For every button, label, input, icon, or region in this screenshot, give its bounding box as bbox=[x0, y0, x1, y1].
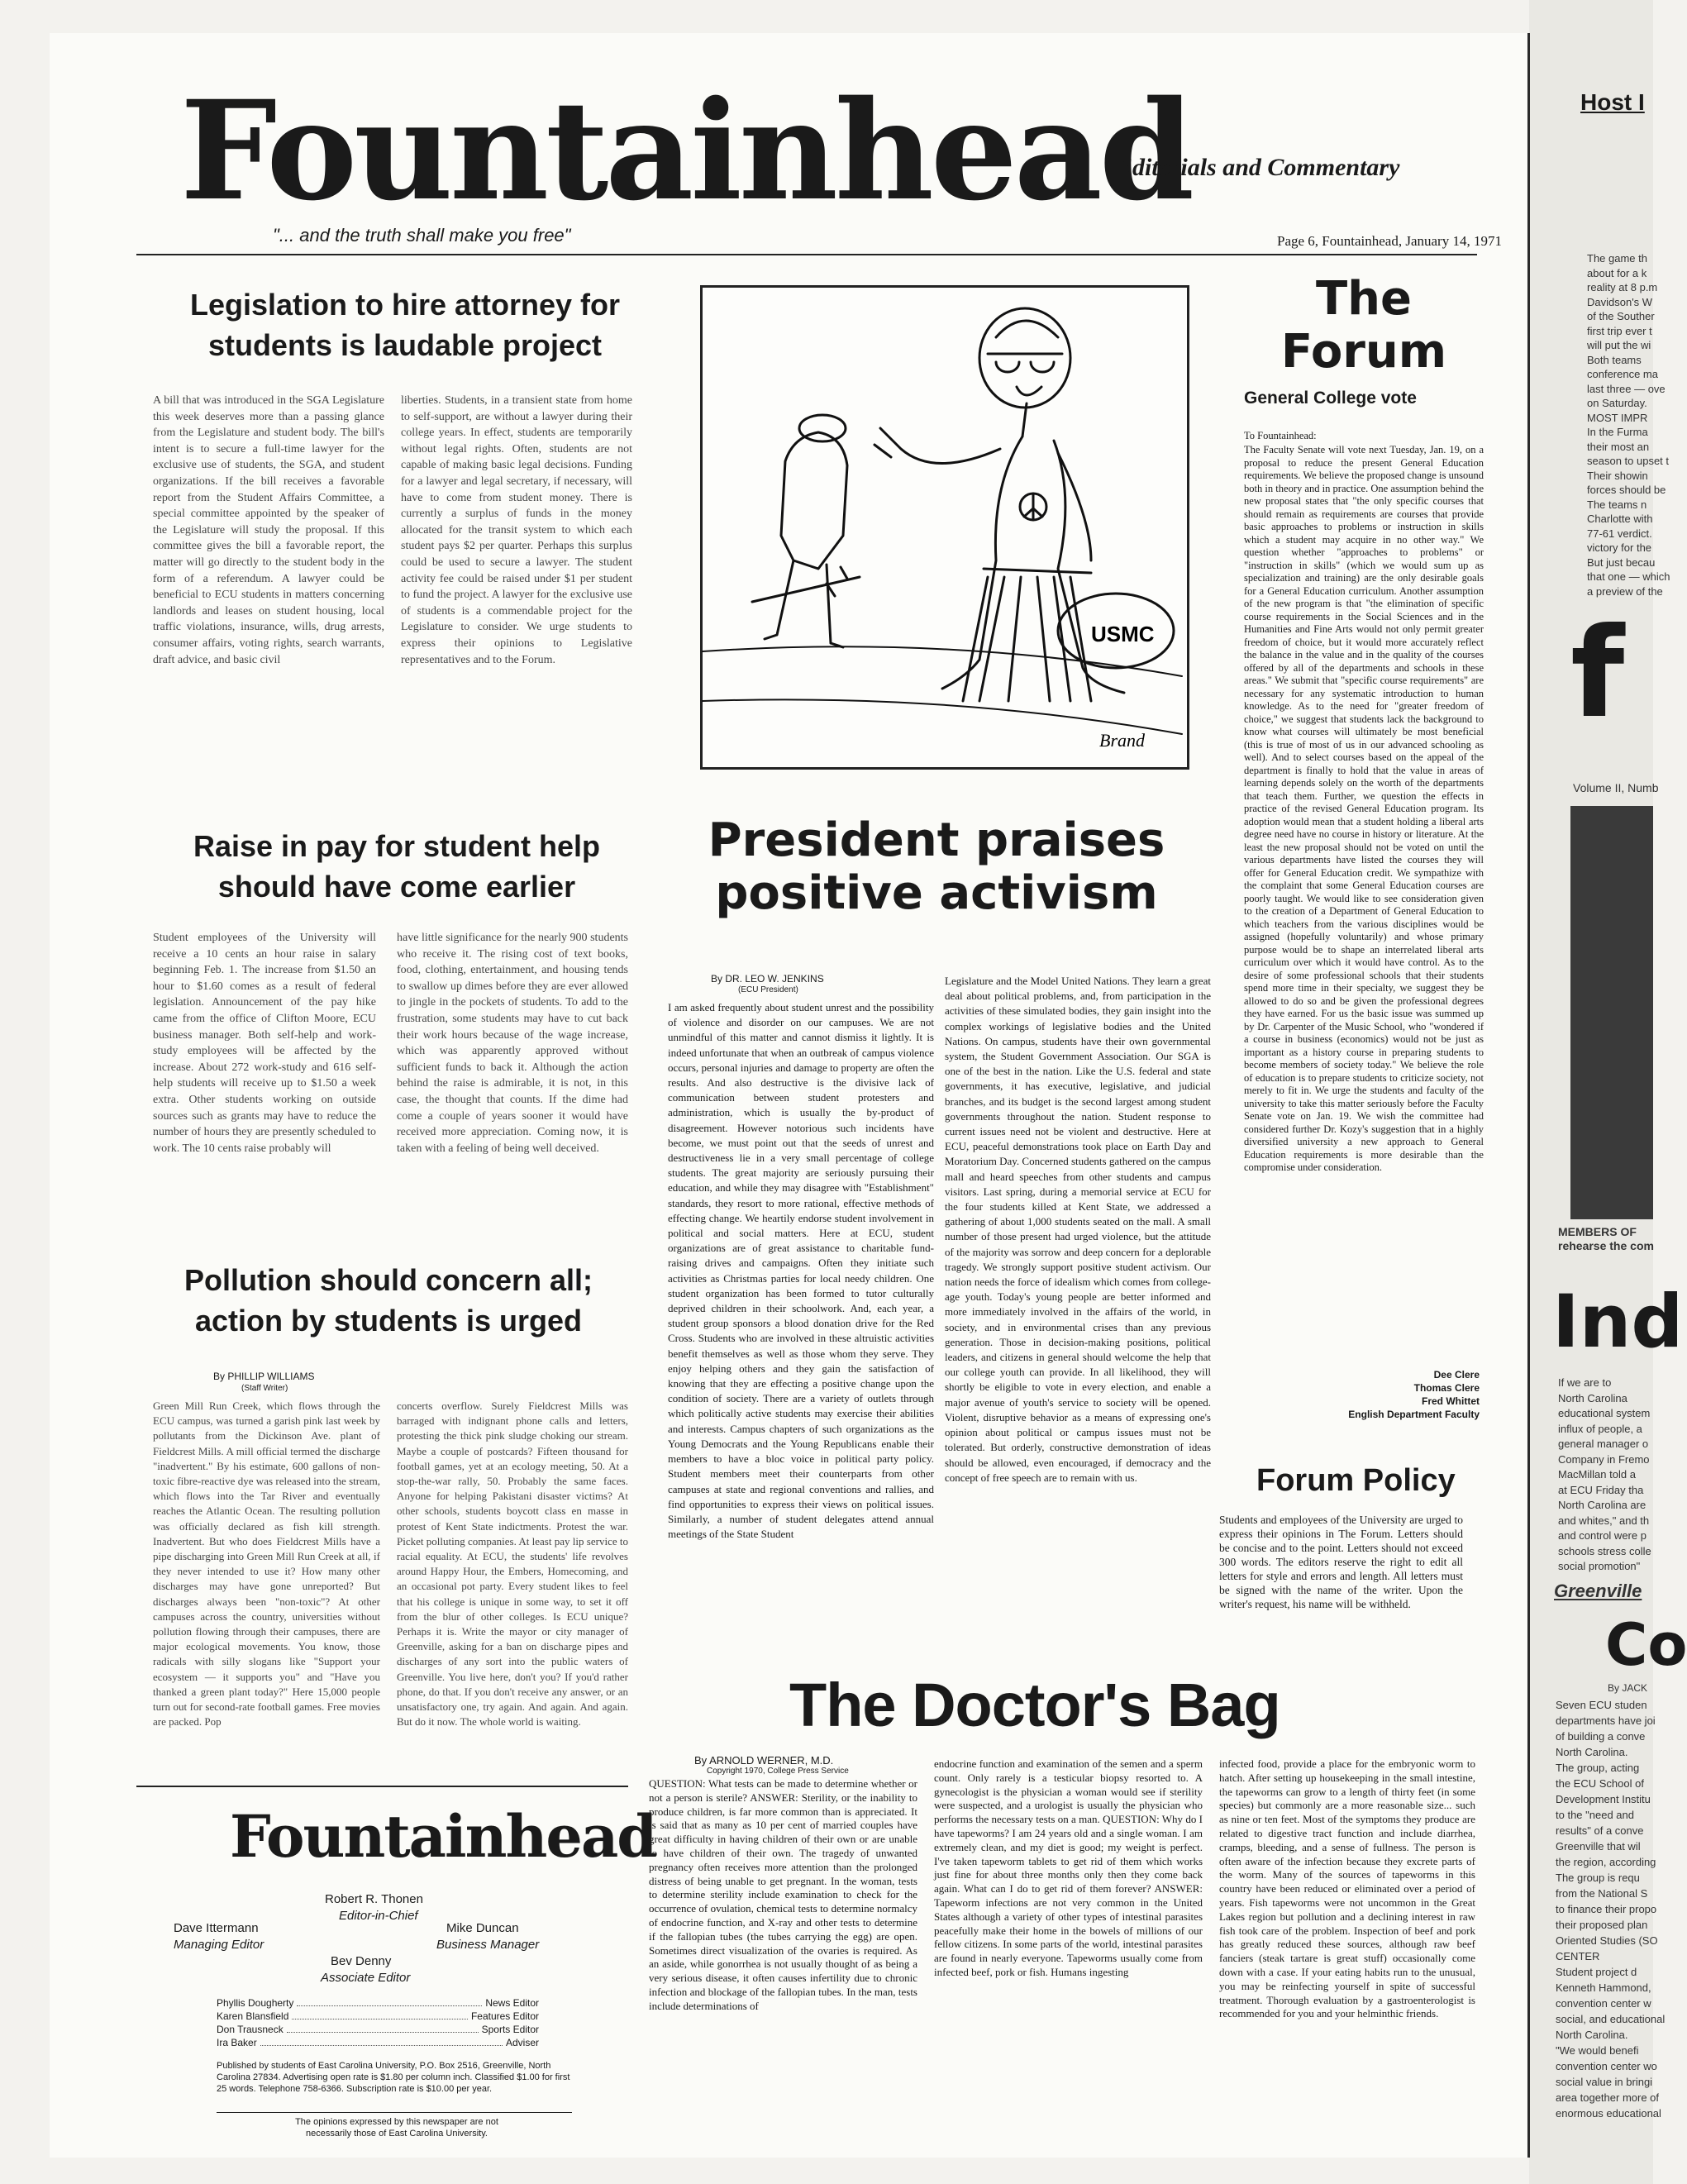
next-page-line: The group, acting bbox=[1556, 1762, 1640, 1774]
next-page-line: results" of a conve bbox=[1556, 1824, 1644, 1837]
editor-row-role: Sports Editor bbox=[481, 2024, 539, 2035]
next-page-caption: rehearse the com bbox=[1558, 1239, 1654, 1252]
next-page-line: reality at 8 p.m bbox=[1587, 281, 1658, 293]
masthead-rule bbox=[136, 254, 1477, 255]
next-page-line: North Carolina bbox=[1558, 1391, 1627, 1404]
signer: Thomas Clere bbox=[1413, 1382, 1480, 1394]
president-col2: Legislature and the Model United Nations. They learn a great deal about political problems, and, from participation in the activities of these simulated bodies, they gain insight into the complex workings of legislative bodies and the United Nations. On campus, students have their own governmental system, the Student Government Association. Our SGA is one of the best in the nation. Like the U.S. federal and state governments, it has executive, legislative, and judicial branches, and its budget is the second largest among student governments throughout the nation. Student response to current issues need not be violent and destructive. Here at ECU, peaceful demonstrations took place on Earth Day and Moratorium Day. Concerned students gathered on the campus mall and heard speeches from other students and campus visitors. Last spring, during a memorial service at ECU for the four students killed at Kent State, we addressed a gathering of about 1,000 students seated on the mall. A small number of those present had urged violence, but the attitude of the majority was sorrow and deep concern for a deplorable tragedy. We strongly support positive student activism. Our nation needs the force of idealism which comes from college-age youth. Today's young people are better informed and more immediately involved in the affairs of the world, in society, and in environmental crises than any previous generation. Those in decision-making positions, political leaders, and citizens in general should welcome the help that our college youth can provide. In all likelihood, they will shortly be eligible to vote in every election, and enable a major avenue of youth's service to society will be opened. Violent, disruptive behavior as a means of expressing one's opinion about political or campus issues must not be tolerated. But orderly, constructive demonstration of ideas should be allowed, even encouraged, if democracy and the concept of free speech are to remain with us. bbox=[945, 975, 1211, 1484]
publisher-info: Published by students of East Carolina University, P.O. Box 2516, Greenville, North Carolina 27834. Advertising open rate is $1.80 per column inch. Classified $1.00 for first 25 words. Telephone 758-6366. Subscription rate is $10.00 per year. bbox=[217, 2061, 570, 2094]
next-page-line: Davidson's W bbox=[1587, 295, 1653, 308]
managing-name: Dave Ittermann bbox=[174, 1921, 259, 1935]
next-page-line: victory for the bbox=[1587, 541, 1652, 554]
cartoon-signature: Brand bbox=[1099, 730, 1145, 751]
doctor-copyright: Copyright 1970, College Press Service bbox=[707, 1767, 849, 1776]
next-page-line: social, and educational bbox=[1556, 2013, 1666, 2025]
next-page-line: The teams n bbox=[1587, 498, 1647, 511]
next-page-header: Host I bbox=[1580, 89, 1645, 115]
next-page-line: and whites," and th bbox=[1558, 1514, 1650, 1527]
forum-salutation: To Fountainhead: bbox=[1244, 430, 1317, 441]
next-page-photo bbox=[1570, 806, 1653, 1219]
next-page-line: forces should be bbox=[1587, 484, 1666, 496]
president-byline: By DR. LEO W. JENKINS bbox=[711, 973, 824, 985]
masthead-title: Fountainhead bbox=[180, 70, 1192, 231]
next-page-line: Seven ECU studen bbox=[1556, 1699, 1647, 1711]
doctor-byline: By ARNOLD WERNER, M.D. bbox=[694, 1754, 834, 1767]
next-page-line: of building a conve bbox=[1556, 1730, 1646, 1743]
next-page-headline: Ind bbox=[1552, 1279, 1684, 1364]
legislation-headline: Legislation to hire attorney for students is laudable project bbox=[189, 288, 621, 362]
president-headline: President praises positive activism bbox=[708, 813, 1165, 921]
bag-label: USMC bbox=[1091, 622, 1155, 646]
next-page-line: conference ma bbox=[1587, 368, 1658, 380]
cartoon-drawing bbox=[703, 288, 1182, 762]
staff-masthead: Fountainhead bbox=[230, 1802, 656, 1871]
disclaimer-rule bbox=[217, 2112, 572, 2113]
editor-row-role: News Editor bbox=[485, 1997, 539, 2009]
next-page-line: social value in bringi bbox=[1556, 2076, 1653, 2088]
next-page-line: convention center wo bbox=[1556, 2060, 1657, 2072]
doctor-col2: endocrine function and examination of the semen and a sperm count. Only rarely is a testicular biopsy resorted to. A gynecologist is the physician a woman would see if sterility were suspected, and a urologist is usually the physician who performs the necessary tests on a man. QUESTION: Why do I have tapeworms? I am 24 years old and a single woman. I am extremely clean, and my diet is good; my weight is perfect. I've taken tapeworm tablets to get rid of them which works just fine for about three months only then they come back again. What can I do to get rid of them forever? ANSWER: Tapeworm infections are not very common in the United States although a variety of other types of intestinal parasites peacefully make their home in the bowels of millions of our fellow citizens. In some parts of the world, intestinal parasites are found in nearly everyone. Tapeworms usually come from infected beef, pork or fish. Humans ingesting bbox=[934, 1757, 1203, 1978]
next-page-headline-2: Co bbox=[1605, 1611, 1687, 1679]
next-page-line: that one — which bbox=[1587, 570, 1670, 583]
pollution-byline: By PHILLIP WILLIAMS bbox=[213, 1371, 315, 1382]
forum-policy-text: Students and employees of the University are urged to express their opinions in The Forum. Letters should be concise and to the point. Letters should not exceed 300 words. The editors reserve the right to edit all letters for style and errors and length. All letters must be signed with the name of the writer. Upon the writer's request, his name will be withheld. bbox=[1219, 1514, 1463, 1610]
pollution-headline: Pollution should concern all; action by students is urged bbox=[183, 1263, 593, 1338]
disclaimer: The opinions expressed by this newspaper are not necessarily those of East Carolina University. bbox=[295, 2117, 498, 2139]
forum-signers bbox=[1273, 1368, 1480, 1421]
president-col1: I am asked frequently about student unrest and the possibility of violence and disorder on our campuses. We are not unmindful of this matter and cannot dismiss it lightly. It is indeed unfortunate that when an outbreak of campus violence occurs, personal injuries and damage to property are often the results. And also destructive is the divisive lack of communication between student protesters and administration, which is usually the by-product of disagreement. However notorious such incidents have become, we must point out that the seeds of unrest and destructiveness lie in a very small percentage of college students. The great majority are seriously pursuing their education, and while they may disagree with "Establishment" standards, they resort to more rational, effective methods of effecting change. We heartily endorse student involvement in political and social matters. Here at ECU, student organizations are of great assistance to charitable fund-raising drives and campaigns. Often they initiate such activities as Christmas parties for local needy children. One student organization has been formed to tutor culturally deprived children in their schoolwork. And, each year, a student group sponsors a blood donation drive for the Red Cross. Students who are involved in these altruistic activities benefit themselves as well as those whom they serve. They enjoy helping others and they gain the satisfaction of knowing that they are effecting a positive change upon the condition of society. There are a variety of outlets through which politically active students may exercise their abilities and interests. Campus chapters of such organizations as the Young Democrats and the Young Republicans enable their members to have a bloc voice in political party policy. Student members meet their counterparts from other campuses at state and regional conventions and rallies, and find opportunities to express their views on political issues. Similarly, a number of student delegates attend annual meetings of the State Student bbox=[668, 1001, 934, 1541]
editors-row bbox=[217, 1996, 539, 2010]
next-page-line: Company in Fremo bbox=[1558, 1452, 1650, 1466]
editor-row-role: Adviser bbox=[505, 2037, 539, 2048]
editors-list bbox=[217, 1996, 539, 2049]
next-page-byline: By JACK bbox=[1608, 1682, 1648, 1694]
signer: English Department Faculty bbox=[1348, 1409, 1480, 1420]
pollution-col1: Green Mill Run Creek, which flows through the ECU campus, was turned a garish pink last week by pollutants from the Dickinson Ave. plant of Fieldcrest Mills. A mill official termed the discharge "inadvertent." By his estimate, 600 gallons of non-toxic fibre-reactive dye was released into the stream, which flows into the Tar River and eventually reaches the Atlantic Ocean. The resulting pollution was officially declared as fish kill strength. Inadvertent. But who does Fieldcrest Mills have a pipe discharging into Green Mill Run Creek at all, if they never intended to use it? How many other discharges may have gone unreported? But discharges always been "non-toxic"? At other campuses across the country, universities without pollution flowing through their campuses, there are major ecological movements. You know, those radicals with silly slogans like "Support your ecosystem — it supports you" and "Have you thanked a green plant today?" Here 15,000 people turn out for second-rate football games. Free movies are packed. Pop bbox=[153, 1400, 380, 1729]
next-page-line: to finance their propo bbox=[1556, 1903, 1657, 1915]
next-page-line: Oriented Studies (SO bbox=[1556, 1934, 1658, 1947]
next-page-caption: MEMBERS OF bbox=[1558, 1225, 1637, 1238]
next-page-line: If we are to bbox=[1558, 1376, 1612, 1389]
next-page-line: 77-61 verdict. bbox=[1587, 527, 1652, 540]
next-page-line: Student project d bbox=[1556, 1966, 1637, 1978]
legislation-col2: liberties. Students, in a transient state from home to self-support, are without a lawyer during their college years. In effect, students are temporarily without legal rights. Often, students are not capable of making basic legal decisions. Funding for a lawyer and legal secretary, if necessary, will have to come from student money. There is currently a surplus of funds in the money allocated for the transit system to which each student pays $2 per quarter. Perhaps this surplus could be used to secure a lawyer. The student activity fee could be raised under $1 per student to fund the project. A lawyer for the exclusive use of students is a commendable project for the Legislature to consider. We urge students to express their opinions to Legislative representatives and to the Forum. bbox=[401, 394, 632, 666]
next-page-line: CENTER bbox=[1556, 1950, 1600, 1962]
editors-row bbox=[217, 2010, 539, 2023]
next-page-line: enormous educational bbox=[1556, 2107, 1661, 2120]
doctor-col3: infected food, provide a place for the embryonic worm to hatch. After setting up housekeeping in the small intestine, the tapeworms can grow to a length of thirty feet (in some species) but commonly are a more reasonable size... such as nine or ten feet. Most of the symptoms they produce are related to digestive tract function and include diarrhea, cramps, bleeding, and a sense of fullness. The person is often aware of the infection because they excrete parts of the worm. Many of the sources of tapeworms in this country have been reduced or eliminated over a period of years. Fish tapeworms were not uncommon in the Great Lakes region but pollution and a declining interest in raw fish took care of the problem. Inspection of beef and pork has greatly reduced these sources, although raw beef fanciers (steak tartare is great stuff) occasionally come down with a case. If your eating habits run to the unusual, you may be reinfecting yourself in spite of successful treatment. Thorough evaluation by a gastroenterologist is recommended for you and your helminthic friends. bbox=[1219, 1757, 1475, 2020]
next-page-line: influx of people, a bbox=[1558, 1422, 1642, 1435]
raise-col2: have little significance for the nearly 900 students who receive it. The rising cost of text books, food, clothing, entertainment, and housing tends to swallow up dimes before they are ever allowed to jingle in the pockets of students. To add to the frustration, some students may have to cut back their work hours because of the wage increase, which was apparently approved without sufficient funds to back it. Although the action behind the raise is admirable, it is not, in this case, the thought that counts. If the dime had come a couple of years sooner it would have received more appreciation. Coming now, it is taken with a feeling of being well deceived. bbox=[397, 932, 628, 1155]
next-page-subhead: Greenville bbox=[1554, 1581, 1642, 1601]
staff-rule bbox=[136, 1786, 628, 1787]
next-page-line: area together more of bbox=[1556, 2091, 1660, 2104]
editors-row bbox=[217, 2023, 539, 2036]
next-page-line: their proposed plan bbox=[1556, 1919, 1648, 1931]
next-page-line: Charlotte with bbox=[1587, 513, 1653, 525]
next-page-line: a preview of the bbox=[1587, 584, 1663, 598]
editor-role: Editor-in-Chief bbox=[339, 1909, 418, 1923]
legislation-col1: A bill that was introduced in the SGA Legislature this week deserves more than a passing glance from the Legislature and student body. The bill's intent is to secure a full-time lawyer for the exclusive use of students, the SGA, and student organizations. If the bill receives a favorable report from the Student Affairs Committee, a special committee appointed by the speaker of the Legislature will study the proposal. If this committee gives the bill a favorable report, the matter will go directly to the student body in the form of a referendum. A lawyer could be beneficial to ECU students in matters concerning landlords and leases on student housing, local traffic violations, insurance, wills, drug arrests, consumer affairs, voting rights, search warrants, draft advice, and basic civil bbox=[153, 394, 384, 666]
business-role: Business Manager bbox=[436, 1938, 540, 1952]
signer: Dee Clere bbox=[1433, 1369, 1480, 1380]
raise-col1: Student employees of the University will receive a 10 cents an hour raise in salary beginning Feb. 1. The increase from $1.50 an hour to $1.60 comes as a result of federal legislation. Announcement of the pay hike came from the office of Clifton Moore, ECU business manager. Both self-help and work-study employees will be affected by the increase. About 272 work-study and 616 self-help students will receive up to $1.50 a week extra. Other students working on outside sources such as grants may have to reduce the number of hours they are presently scheduled to work. The 10 cents raise probably will bbox=[153, 932, 376, 1155]
next-page-line: departments have joi bbox=[1556, 1714, 1656, 1727]
next-page-line: "We would benefi bbox=[1556, 2044, 1639, 2057]
next-page-line: the region, according bbox=[1556, 1856, 1656, 1868]
doctor-col1: QUESTION: What tests can be made to determine whether or not a person is sterile? ANSWER: Sterility, or the inability to produce children, is far more common than is appreciated. It is said that as many as 10 per cent of married couples have great difficulty in having children of their own or are unable to have children of their own. The tragedy of unwanted pregnancy often receives more attention than the prolonged distress of being unable to get pregnant. In the woman, tests to determine sterility include examination to check for the occurrence of ovulation, chemical tests to determine normalcy of endocrine function, and X-ray and other tests to determine if the fallopian tubes (the tubes carrying the egg) are open. Sometimes direct visualization of the ovaries is required. As an aside, while gonorrhea is not usually thought of as being a very serious disease, it often causes infertility due to chronic infection and blockage of the fallopian tubes. In the man, tests include determinations of bbox=[649, 1777, 917, 2012]
editor-row-role: Features Editor bbox=[470, 2010, 539, 2022]
next-page-line: educational system bbox=[1558, 1407, 1651, 1419]
next-page-line: MacMillan told a bbox=[1558, 1468, 1636, 1481]
next-page-line: Kenneth Hammond, bbox=[1556, 1981, 1651, 1994]
next-page-line: of the Souther bbox=[1587, 310, 1655, 322]
next-page-line: the ECU School of bbox=[1556, 1777, 1644, 1790]
next-page-line: last three — ove bbox=[1587, 382, 1666, 395]
next-page-line: Development Institu bbox=[1556, 1793, 1651, 1805]
next-page-line: about for a k bbox=[1587, 266, 1647, 279]
pollution-byline-role: (Staff Writer) bbox=[241, 1384, 288, 1393]
next-page-line: from the National S bbox=[1556, 1887, 1648, 1900]
next-page-line: North Carolina are bbox=[1558, 1499, 1646, 1511]
next-page-line: first trip ever t bbox=[1587, 324, 1652, 337]
next-page-masthead: f bbox=[1570, 602, 1625, 746]
editor-row-name: Karen Blansfield bbox=[217, 2010, 289, 2022]
soldier-figure bbox=[781, 432, 847, 569]
associate-name: Bev Denny bbox=[331, 1954, 392, 1968]
pollution-col2: concerts overflow. Surely Fieldcrest Mills was barraged with indignant phone calls and letters, protesting the thick pink sludge choking our stream. Maybe a couple of postcards? Fifteen thousand for football games, yet at an ecology meeting, 50. At a stop-the-war rally, 50. Probably the same faces. Anyone for helping Pakistani disaster victims? At other schools, students boycott class en masse in protest of Kent State indictments. Protest the war. Picket polluting companies. At least pay lip service to racial equality. At ECU, the students' life revolves around Happy Hour, the Embers, Homecoming, and an occasional pot party. Every student likes to feel that his college is unique in some way, to set it off from the blur of other colleges. Is ECU unique? Perhaps it is. Write the mayor or city manager of Greenville, asking for a ban on discharge pipes and discharges of any sort into the public waters of Greenville. You live here, don't you? If you'd rather phone, do that. If you don't receive any answer, or an unsatisfactory one, try again. And again. And again. But do it now. The whole world is waiting. bbox=[397, 1400, 628, 1729]
masthead-motto: "... and the truth shall make you free" bbox=[273, 225, 571, 246]
forum-policy-title: Forum Policy bbox=[1256, 1463, 1456, 1498]
next-page-line: to the "need and bbox=[1556, 1809, 1634, 1821]
editor-row-name: Phyllis Dougherty bbox=[217, 1997, 294, 2009]
forum-headline: The Forum bbox=[1280, 272, 1447, 379]
next-page-line: North Carolina. bbox=[1556, 2029, 1628, 2041]
editorial-cartoon bbox=[700, 285, 1189, 770]
next-page-line: schools stress colle bbox=[1558, 1544, 1651, 1557]
next-page-line: The group is requ bbox=[1556, 1872, 1640, 1884]
next-page-line: general manager o bbox=[1558, 1438, 1649, 1450]
editor-row-name: Ira Baker bbox=[217, 2037, 257, 2048]
next-page-line: on Saturday. bbox=[1587, 397, 1647, 409]
next-page-line: But just becau bbox=[1587, 556, 1656, 569]
forum-subhead: General College vote bbox=[1244, 389, 1417, 408]
next-page-line: their most an bbox=[1587, 440, 1650, 453]
next-page-line: at ECU Friday tha bbox=[1558, 1483, 1644, 1496]
next-page-volume: Volume II, Numb bbox=[1573, 781, 1659, 794]
business-name: Mike Duncan bbox=[446, 1921, 519, 1935]
next-page-line: and control were p bbox=[1558, 1529, 1646, 1542]
next-page-line: Both teams bbox=[1587, 353, 1642, 366]
next-page-line: Greenville that wil bbox=[1556, 1840, 1641, 1853]
next-page-line: The game th bbox=[1587, 252, 1647, 265]
next-page-line: North Carolina. bbox=[1556, 1746, 1628, 1758]
next-page-line: Their showin bbox=[1587, 469, 1648, 482]
next-page-line: will put the wi bbox=[1587, 339, 1651, 351]
managing-role: Managing Editor bbox=[174, 1938, 264, 1952]
next-page-line: social promotion" bbox=[1558, 1560, 1641, 1572]
signer: Fred Whittet bbox=[1422, 1395, 1480, 1407]
raise-headline: Raise in pay for student help should have come earlier bbox=[193, 829, 601, 904]
section-label: Editorials and Commentary bbox=[1116, 154, 1400, 181]
editors-row bbox=[217, 2036, 539, 2049]
next-page-line: MOST IMPR bbox=[1587, 411, 1648, 424]
next-page-line: convention center w bbox=[1556, 1997, 1651, 2010]
editor-name: Robert R. Thonen bbox=[325, 1892, 423, 1906]
next-page-line: In the Furma bbox=[1587, 426, 1648, 438]
associate-role: Associate Editor bbox=[321, 1971, 411, 1985]
page-line: Page 6, Fountainhead, January 14, 1971 bbox=[1277, 233, 1502, 249]
figure-head bbox=[979, 308, 1070, 408]
doctor-headline: The Doctor's Bag bbox=[789, 1671, 1280, 1739]
next-page-line: season to upset t bbox=[1587, 455, 1670, 467]
forum-letter: The Faculty Senate will vote next Tuesday, Jan. 19, on a proposal to reduce the present General Education requirements. We believe the proposed change is unsound both in theory and in practice. One assumption behind the new proposal states that "the only specific courses that should remain as requirements are courses that provide basic approaches to problems or instruction in skills which a student may acquire in no other way." We question whether "approaches to problems" or "instruction in skills" (which we would sum up as specialization and training) are the only desirable goals for a General Education curriculum. Another assumption of the new program is that "the elimination of specific course requirements in the Social Sciences and in the Humanities and Fine Arts would not only permit greater freedom of choice, but it would more accurately reflect the balance in the value and in the quality of the courses offered by all of the departments and schools in these areas." We submit that "specific course requirements" are necessary for any systematic introduction to human knowledge. As to the need for "greater freedom of choice," we suggest that students lack the background to know what courses will ultimately be most beneficial (this is true of most of us in our advanced schooling as well). And to select courses based on the appeal of the department is finally to hold that the value in areas of learning depends solely on the worth of the departments that teach them. Further, we question the effects in practice of the revised General Education program. Its adoption would mean that a student holding a liberal arts degree need have no course in history or literature. At the least the new proposal should not be voted on until the various departments have listed the courses they will offer for General Education credit. We sympathize with the complaint that some General Education courses are poorly taught. We would like to see consideration given to the creation of a Department of General Education to which teachers from the various disciplines would be assigned (hopefully voluntarily) and whose primary purpose would be to shape an interrelated liberal arts curriculum over which it would have control. As to the desire of some professional schools that their students spend more time in their specialty, we suggest they be allowed to do so and be given the professional degrees they have earned. For us the basic issue was summed up by Dr. Carpenter of the Music School, who "wondered if a course in business (economics) would not be just as important as a history course in preparing students to become members of society today." We believe the role of education is to prepare students to criticize society, not merely to fit in. We urge the students and faculty of the university to take this matter seriously before the Faculty Senate vote on Jan. 19. We wish the committee had considered further Dr. Kozy's suggestion that in a highly diversified university a new approach to General Education requirements is more desirable than the compromise under consideration. bbox=[1244, 444, 1484, 1173]
president-byline-role: (ECU President) bbox=[738, 985, 798, 994]
editor-row-name: Don Trausneck bbox=[217, 2024, 284, 2035]
